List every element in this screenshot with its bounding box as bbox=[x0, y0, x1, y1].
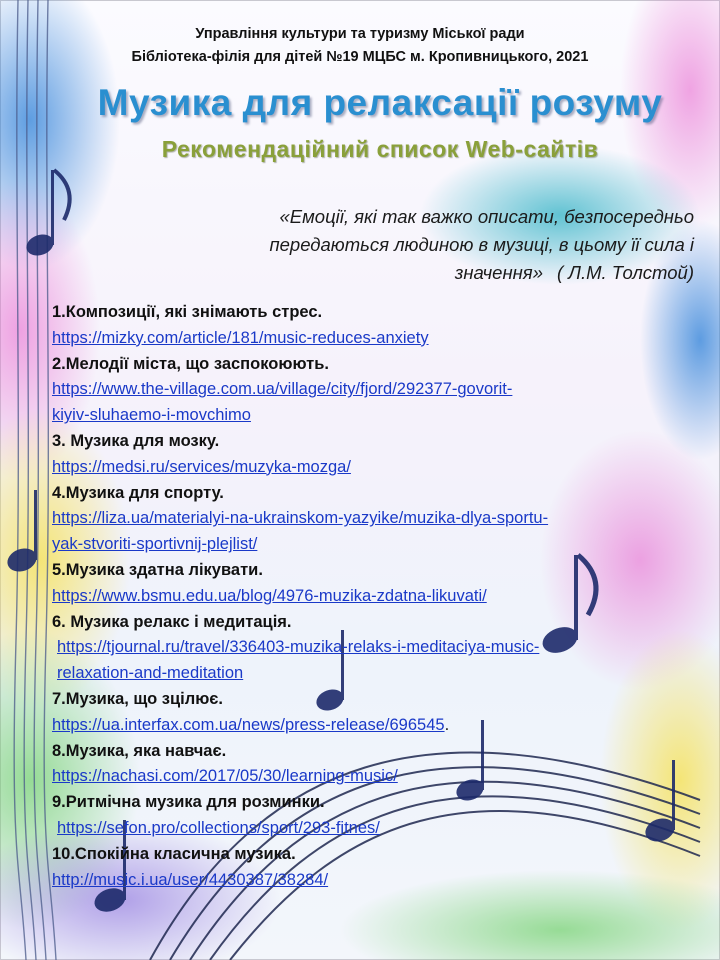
item-link-suffix: . bbox=[444, 715, 450, 734]
item-link[interactable]: https://ua.interfax.com.ua/news/press-release/696545 bbox=[52, 715, 445, 734]
list-item bbox=[52, 558, 672, 610]
epigraph-quote bbox=[174, 203, 694, 287]
item-link[interactable]: https://www.bsmu.edu.ua/blog/4976-muzika-zdatna-likuvati/ bbox=[52, 586, 487, 605]
quote-line-3: значення» bbox=[454, 262, 543, 283]
list-item bbox=[52, 687, 672, 739]
page-subtitle: Рекомендаційний список Web-сайтів bbox=[161, 136, 599, 162]
item-link[interactable]: https://medsi.ru/services/muzyka-mozga/ bbox=[52, 457, 351, 476]
list-item bbox=[52, 739, 672, 791]
item-link[interactable]: https://sefon.pro/collections/sport/293-fitnes/ bbox=[57, 818, 380, 837]
item-title: 6. Музика релакс і медитація. bbox=[52, 612, 292, 631]
item-title: 8.Музика, яка навчає. bbox=[52, 741, 227, 760]
list-item bbox=[52, 352, 672, 429]
quote-line-2: передаються людиною в музиці, в цьому її сила і bbox=[269, 234, 694, 255]
organization-line-2: Бібліотека-філія для дітей №19 МЦБС м. Кропивницького, 2021 bbox=[131, 49, 589, 65]
item-title: 2.Мелодії міста, що заспокоюють. bbox=[52, 354, 329, 373]
item-title: 4.Музика для спорту. bbox=[52, 483, 224, 502]
item-link[interactable]: https://www.the-village.com.ua/village/city/fjord/292377-govorit- kiyiv-sluhaemo-i-movchimo bbox=[52, 380, 513, 425]
item-link[interactable]: https://liza.ua/materialyi-na-ukrainskom-yazyike/muzika-dlya-sportu- yak-stvoriti-sportivnij-plejlist/ bbox=[52, 509, 549, 554]
item-title: 3. Музика для мозку. bbox=[52, 431, 220, 450]
item-title: 1.Композиції, які знімають стрес. bbox=[52, 303, 323, 321]
item-title: 10.Спокійна класична музика. bbox=[52, 844, 296, 863]
list-item bbox=[52, 429, 672, 481]
item-link[interactable]: https://tjournal.ru/travel/336403-muzika-relaks-i-meditaciya-music- relaxation-and-meditation bbox=[57, 638, 540, 683]
list-item bbox=[52, 790, 672, 842]
item-link[interactable]: https://nachasi.com/2017/05/30/learning-music/ bbox=[52, 767, 398, 786]
item-title: 9.Ритмічна музика для розминки. bbox=[52, 793, 325, 812]
list-item bbox=[52, 300, 672, 352]
list-item bbox=[52, 610, 672, 687]
organization-line-1: Управління культури та туризму Міської ради bbox=[195, 26, 525, 42]
list-item bbox=[52, 481, 672, 558]
list-item bbox=[52, 842, 672, 894]
item-title: 5.Музика здатна лікувати. bbox=[52, 560, 263, 579]
item-link[interactable]: http://music.i.ua/user/4430387/38284/ bbox=[52, 870, 329, 889]
quote-author: ( Л.М. Толстой) bbox=[556, 262, 694, 283]
item-link[interactable]: https://mizky.com/article/181/music-reduces-anxiety bbox=[52, 328, 429, 347]
quote-line-1: «Емоції, які так важко описати, безпосередньо bbox=[279, 206, 694, 227]
page-title: Музика для релаксації розуму bbox=[97, 82, 663, 123]
website-list bbox=[52, 300, 672, 893]
item-title: 7.Музика, що зцілює. bbox=[52, 689, 223, 708]
